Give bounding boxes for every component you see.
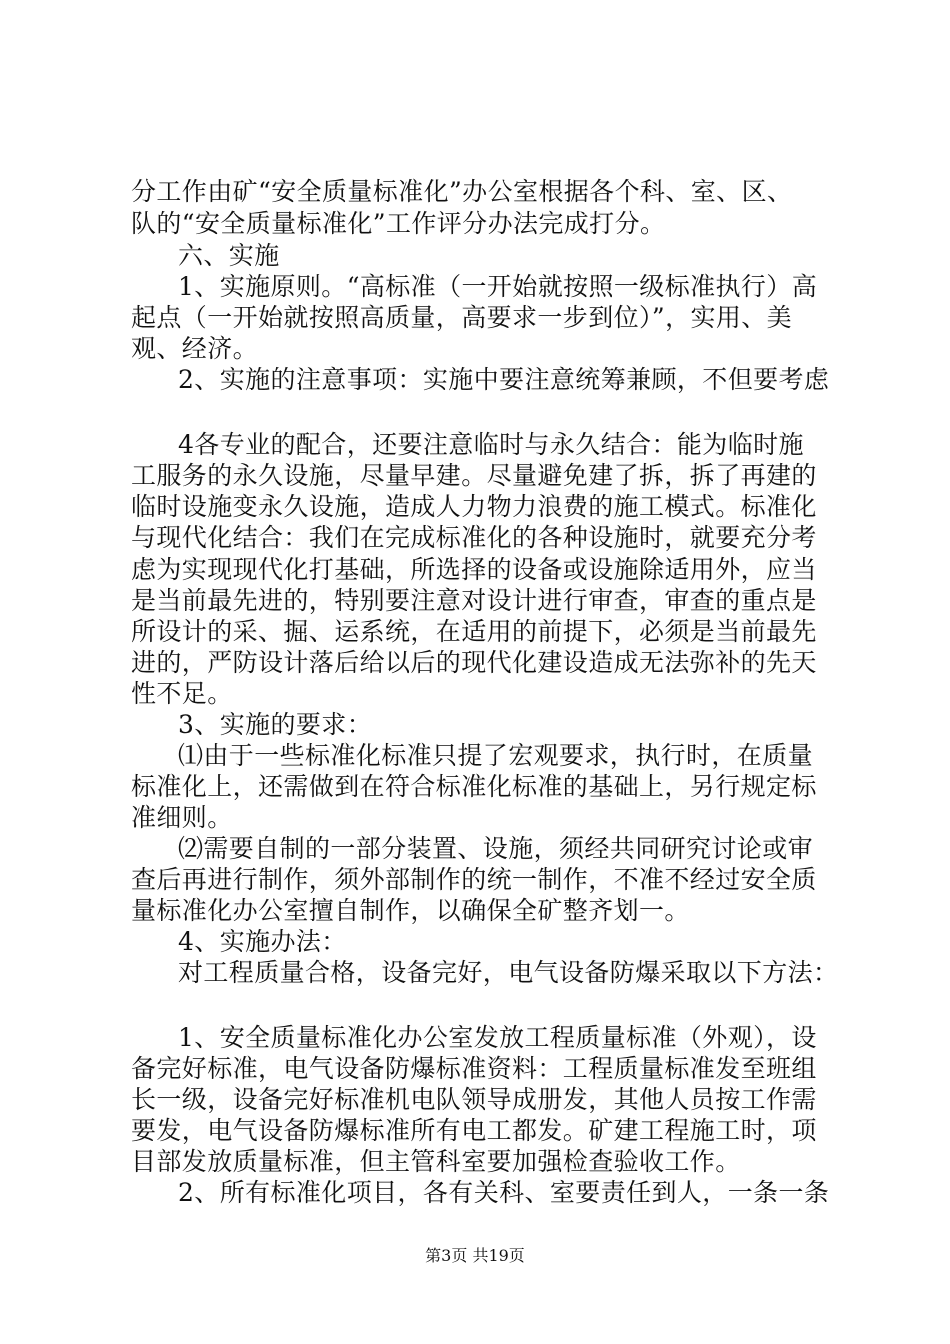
- text-line-1: 分工作由矿“安全质量标准化”办公室根据各个科、室、区、: [131, 177, 793, 206]
- text-line-26: 1、安全质量标准化办公室发放工程质量标准（外观），设: [178, 1023, 817, 1052]
- text-line-17: 3、实施的要求：: [178, 710, 373, 739]
- text-line-5: 起点（一开始就按照高质量，高要求一步到位）”，实用、美: [131, 303, 793, 332]
- section-heading-implementation: 六、实施: [178, 241, 280, 270]
- text-line-6: 观、经济。: [131, 334, 259, 363]
- page-footer: 第3页 共19页: [425, 1246, 525, 1265]
- text-line-28: 长一级，设备完好标准机电队领导成册发，其他人员按工作需: [131, 1085, 817, 1114]
- text-line-2: 队的“安全质量标准化”工作评分办法完成打分。: [131, 209, 666, 238]
- text-line-23: 量标准化办公室擅自制作，以确保全矿整齐划一。: [131, 896, 690, 925]
- text-line-15: 进的，严防设计落后给以后的现代化建设造成无法弥补的先天: [131, 648, 817, 677]
- text-line-4: 1、实施原则。“高标准（一开始就按照一级标准执行）高: [178, 272, 818, 301]
- text-line-7: 2、实施的注意事项：实施中要注意统筹兼顾，不但要考虑: [178, 365, 830, 394]
- text-line-19: 标准化上，还需做到在符合标准化标准的基础上，另行规定标: [131, 772, 817, 801]
- text-line-21: ⑵需要自制的一部分装置、设施，须经共同研究讨论或审: [178, 834, 814, 863]
- text-line-29: 要发，电气设备防爆标准所有电工都发。矿建工程施工时，项: [131, 1116, 817, 1145]
- text-line-12: 虑为实现现代化打基础，所选择的设备或设施除适用外，应当: [131, 555, 817, 584]
- text-line-8: 4各专业的配合，还要注意临时与永久结合：能为临时施: [178, 430, 804, 459]
- text-line-14: 所设计的采、掘、运系统，在适用的前提下，必须是当前最先: [131, 617, 817, 646]
- text-line-22: 查后再进行制作，须外部制作的统一制作，不准不经过安全质: [131, 865, 817, 894]
- text-line-20: 准细则。: [131, 803, 233, 832]
- text-line-9: 工服务的永久设施，尽量早建。尽量避免建了拆，拆了再建的: [131, 461, 817, 490]
- text-line-25: 对工程质量合格，设备完好，电气设备防爆采取以下方法：: [178, 958, 839, 987]
- text-line-11: 与现代化结合：我们在完成标准化的各种设施时，就要充分考: [131, 523, 817, 552]
- text-line-18: ⑴由于一些标准化标准只提了宏观要求，执行时，在质量: [178, 741, 814, 770]
- text-line-27: 备完好标准，电气设备防爆标准资料：工程质量标准发至班组: [131, 1054, 817, 1083]
- text-line-10: 临时设施变永久设施，造成人力物力浪费的施工模式。标准化: [131, 492, 817, 521]
- text-line-31: 2、所有标准化项目，各有关科、室要责任到人，一条一条: [178, 1178, 830, 1207]
- text-line-16: 性不足。: [131, 679, 233, 708]
- text-line-24: 4、实施办法：: [178, 927, 347, 956]
- text-line-13: 是当前最先进的，特别要注意对设计进行审查，审查的重点是: [131, 586, 817, 615]
- text-line-30: 目部发放质量标准，但主管科室要加强检查验收工作。: [131, 1147, 741, 1176]
